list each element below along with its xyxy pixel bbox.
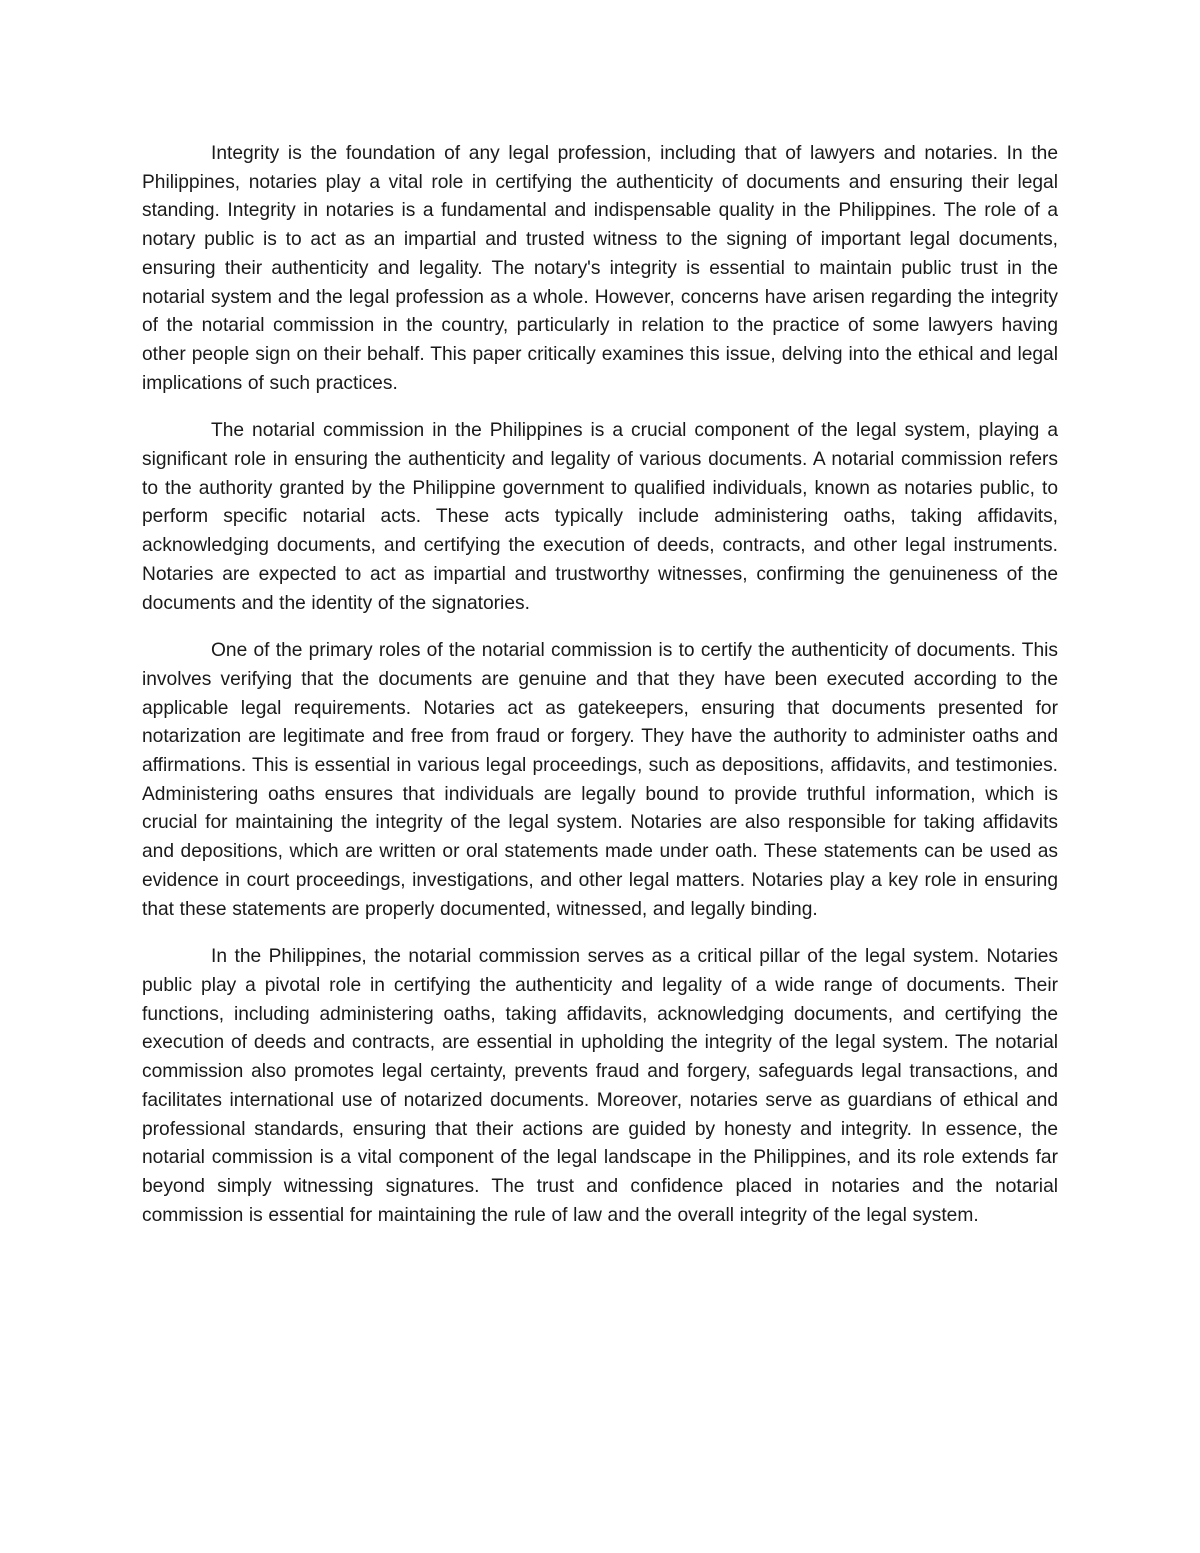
paragraph-4: In the Philippines, the notarial commission serves as a critical pillar of the legal system. Notaries public play a pivotal role in certifying the authenticity and legality of a wide range of documents. Their functions, including administering oaths, taking affidavits, acknowledging documents, and certifying the execution of deeds and contracts, are essential in upholding the integrity of the legal system. The notarial commission also promotes legal certainty, prevents fraud and forgery, safeguards legal transactions, and facilitates international use of notarized documents. Moreover, notaries serve as guardians of ethical and professional standards, ensuring that their actions are guided by honesty and integrity. In essence, the notarial commission is a vital component of the legal landscape in the Philippines, and its role extends far beyond simply witnessing signatures. The trust and confidence placed in notaries and the notarial commission is essential for maintaining the rule of law and the overall integrity of the legal system. (142, 946, 1058, 1226)
document-body (142, 140, 1058, 1249)
paragraph-3: One of the primary roles of the notarial commission is to certify the authenticity of documents. This involves verifying that the documents are genuine and that they have been executed according to the applicable legal requirements. Notaries act as gatekeepers, ensuring that documents presented for notarization are legitimate and free from fraud or forgery. They have the authority to administer oaths and affirmations. This is essential in various legal proceedings, such as depositions, affidavits, and testimonies. Administering oaths ensures that individuals are legally bound to provide truthful information, which is crucial for maintaining the integrity of the legal system. Notaries are also responsible for taking affidavits and depositions, which are written or oral statements made under oath. These statements can be used as evidence in court proceedings, investigations, and other legal matters. Notaries play a key role in ensuring that these statements are properly documented, witnessed, and legally binding. (142, 640, 1058, 920)
paragraph-2: The notarial commission in the Philippines is a crucial component of the legal system, playing a significant role in ensuring the authenticity and legality of various documents. A notarial commission refers to the authority granted by the Philippine government to qualified individuals, known as notaries public, to perform specific notarial acts. These acts typically include administering oaths, taking affidavits, acknowledging documents, and certifying the execution of deeds, contracts, and other legal instruments. Notaries are expected to act as impartial and trustworthy witnesses, confirming the genuineness of the documents and the identity of the signatories. (142, 420, 1058, 614)
paragraph-1: Integrity is the foundation of any legal profession, including that of lawyers and notaries. In the Philippines, notaries play a vital role in certifying the authenticity of documents and ensuring their legal standing. Integrity in notaries is a fundamental and indispensable quality in the Philippines. The role of a notary public is to act as an impartial and trusted witness to the signing of important legal documents, ensuring their authenticity and legality. The notary's integrity is essential to maintain public trust in the notarial system and the legal profession as a whole. However, concerns have arisen regarding the integrity of the notarial commission in the country, particularly in relation to the practice of some lawyers having other people sign on their behalf. This paper critically examines this issue, delving into the ethical and legal implications of such practices. (142, 143, 1058, 394)
